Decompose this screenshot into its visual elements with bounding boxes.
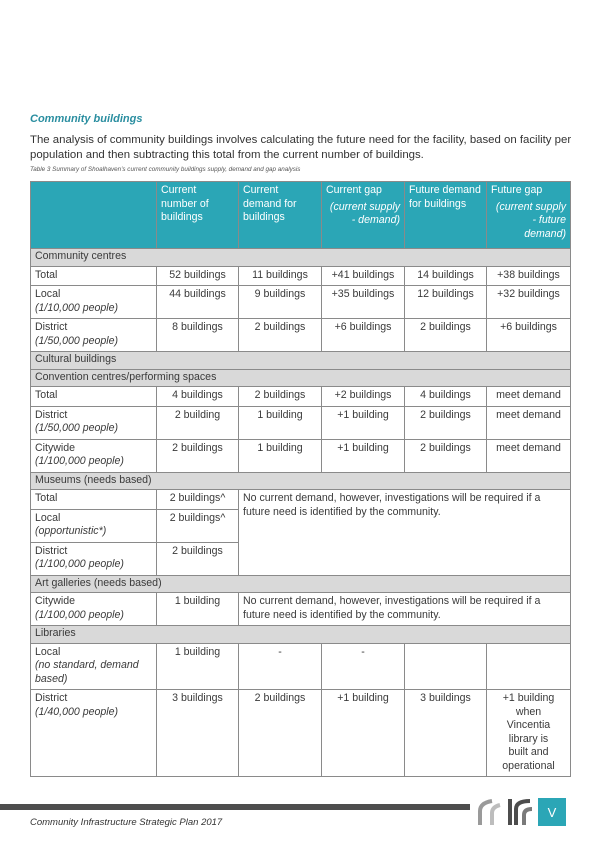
cell-future-gap: meet demand	[487, 439, 571, 472]
table-row	[31, 319, 571, 352]
cell-current-number: 3 buildings	[157, 690, 239, 777]
table-row	[31, 643, 571, 690]
group-row	[31, 472, 571, 490]
table-row	[31, 406, 571, 439]
table-row	[31, 690, 571, 777]
group-museums: Museums (needs based)	[31, 472, 571, 490]
cell-current-demand: 9 buildings	[239, 286, 322, 319]
footer-text: Community Infrastructure Strategic Plan 2017	[30, 817, 223, 828]
cell-current-number: 2 buildings^	[157, 490, 239, 510]
group-art-galleries: Art galleries (needs based)	[31, 575, 571, 593]
row-label-sub: (1/40,000 people)	[35, 705, 119, 718]
table-caption: Table 3 Summary of Shoalhaven’s current community buildings supply, demand and gap analysis	[30, 166, 301, 173]
header-blank	[31, 182, 157, 249]
cell-future-gap: meet demand	[487, 406, 571, 439]
row-label-main: District	[35, 544, 68, 557]
header-future-demand: Future demand for buildings	[405, 182, 487, 249]
header-future-gap-sub: (current supply - future demand)	[495, 200, 566, 240]
cell-current-demand: 11 buildings	[239, 266, 322, 286]
cell-current-demand: 2 buildings	[239, 387, 322, 407]
group-cultural-buildings: Cultural buildings	[31, 352, 571, 370]
header-future-gap-label: Future gap	[491, 184, 543, 196]
row-label	[31, 406, 157, 439]
cell-current-number: 2 building	[157, 406, 239, 439]
header-current-gap-label: Current gap	[326, 184, 382, 196]
group-convention-centres: Convention centres/performing spaces	[31, 369, 571, 387]
cell-current-number: 2 buildings	[157, 542, 239, 575]
cell-future-gap: +38 buildings	[487, 266, 571, 286]
cell-future-gap: +1 building when Vincentia library is built and operational	[487, 690, 571, 777]
cell-future-demand: 3 buildings	[405, 690, 487, 777]
row-label	[31, 542, 157, 575]
cell-future-demand	[405, 643, 487, 690]
cell-current-gap: +1 building	[322, 690, 405, 777]
row-label-sub: (1/10,000 people)	[35, 301, 119, 314]
cell-current-gap: +2 buildings	[322, 387, 405, 407]
row-label	[31, 509, 157, 542]
cell-current-demand: 2 buildings	[239, 319, 322, 352]
cell-current-number: 52 buildings	[157, 266, 239, 286]
cell-current-gap: +6 buildings	[322, 319, 405, 352]
header-current-demand: Current demand for buildings	[239, 182, 322, 249]
row-label	[31, 593, 157, 626]
row-label-main: Citywide	[35, 595, 76, 607]
row-label-main: Local	[35, 645, 61, 658]
table-row	[31, 387, 571, 407]
cell-future-gap: meet demand	[487, 387, 571, 407]
cell-future-demand: 2 buildings	[405, 319, 487, 352]
row-label-main: Local	[35, 511, 61, 524]
group-row	[31, 352, 571, 370]
cell-current-gap: +1 building	[322, 439, 405, 472]
row-label	[31, 286, 157, 319]
group-community-centres: Community centres	[31, 249, 571, 267]
cell-current-gap: +35 buildings	[322, 286, 405, 319]
row-label: Total	[31, 490, 157, 510]
header-future-gap	[487, 182, 571, 249]
table-row	[31, 266, 571, 286]
cell-current-number: 1 building	[157, 643, 239, 690]
table-row	[31, 490, 571, 510]
cell-current-number: 8 buildings	[157, 319, 239, 352]
page-number-badge: V	[538, 798, 566, 826]
row-label: Total	[31, 387, 157, 407]
cell-future-gap: +32 buildings	[487, 286, 571, 319]
cell-current-number: 2 buildings^	[157, 509, 239, 542]
header-current-gap	[322, 182, 405, 249]
row-label: Total	[31, 266, 157, 286]
intro-paragraph: The analysis of community buildings involves calculating the future need for the facility, based on facility per population and then subtracting this total from the current number of buildings.	[30, 134, 572, 161]
cell-current-gap: +1 building	[322, 406, 405, 439]
section-title: Community buildings	[30, 113, 143, 125]
cell-current-number: 2 buildings	[157, 439, 239, 472]
header-current-gap-sub: (current supply - demand)	[329, 200, 400, 226]
header-row	[31, 182, 571, 249]
row-label-main: District	[35, 321, 68, 333]
cell-future-gap: +6 buildings	[487, 319, 571, 352]
row-label-sub: (1/50,000 people)	[35, 422, 119, 434]
cell-current-demand: -	[239, 643, 322, 690]
cell-current-gap: +41 buildings	[322, 266, 405, 286]
row-label-sub: (1/100,000 people)	[35, 608, 124, 621]
cell-future-gap	[487, 643, 571, 690]
cell-future-demand: 12 buildings	[405, 286, 487, 319]
row-label-main: District	[35, 408, 68, 421]
cell-future-demand: 2 buildings	[405, 406, 487, 439]
group-libraries: Libraries	[31, 626, 571, 644]
art-galleries-note: No current demand, however, investigations will be required if a future need is identified by the community.	[239, 593, 571, 626]
row-label	[31, 319, 157, 352]
row-label-main: Local	[35, 288, 61, 300]
cell-current-number: 1 building	[157, 593, 239, 626]
group-row	[31, 369, 571, 387]
group-row	[31, 249, 571, 267]
cell-current-number: 4 buildings	[157, 387, 239, 407]
cell-current-demand: 1 building	[239, 439, 322, 472]
header-current-number: Current number of buildings	[157, 182, 239, 249]
row-label-sub: (1/100,000 people)	[35, 558, 124, 570]
table-row	[31, 593, 571, 626]
group-row	[31, 575, 571, 593]
row-label-sub: (1/50,000 people)	[35, 334, 119, 347]
group-row	[31, 626, 571, 644]
table-row	[31, 439, 571, 472]
footer-bar	[0, 804, 470, 810]
row-label-main: District	[35, 692, 68, 704]
cell-current-demand: 1 building	[239, 406, 322, 439]
cell-future-demand: 14 buildings	[405, 266, 487, 286]
logo-icon	[478, 797, 534, 827]
row-label-sub: (opportunistic*)	[35, 525, 107, 537]
cell-future-demand: 2 buildings	[405, 439, 487, 472]
row-label	[31, 439, 157, 472]
museums-note: No current demand, however, investigations will be required if a future need is identified by the community.	[239, 490, 571, 576]
cell-future-demand: 4 buildings	[405, 387, 487, 407]
row-label-main: Citywide	[35, 441, 76, 454]
row-label-sub: (no standard, demand based)	[35, 659, 139, 685]
table-row	[31, 286, 571, 319]
cell-current-gap: -	[322, 643, 405, 690]
row-label	[31, 690, 157, 777]
row-label-sub: (1/100,000 people)	[35, 455, 124, 467]
cell-current-number: 44 buildings	[157, 286, 239, 319]
row-label	[31, 643, 157, 690]
community-buildings-table	[30, 181, 571, 777]
cell-current-demand: 2 buildings	[239, 690, 322, 777]
